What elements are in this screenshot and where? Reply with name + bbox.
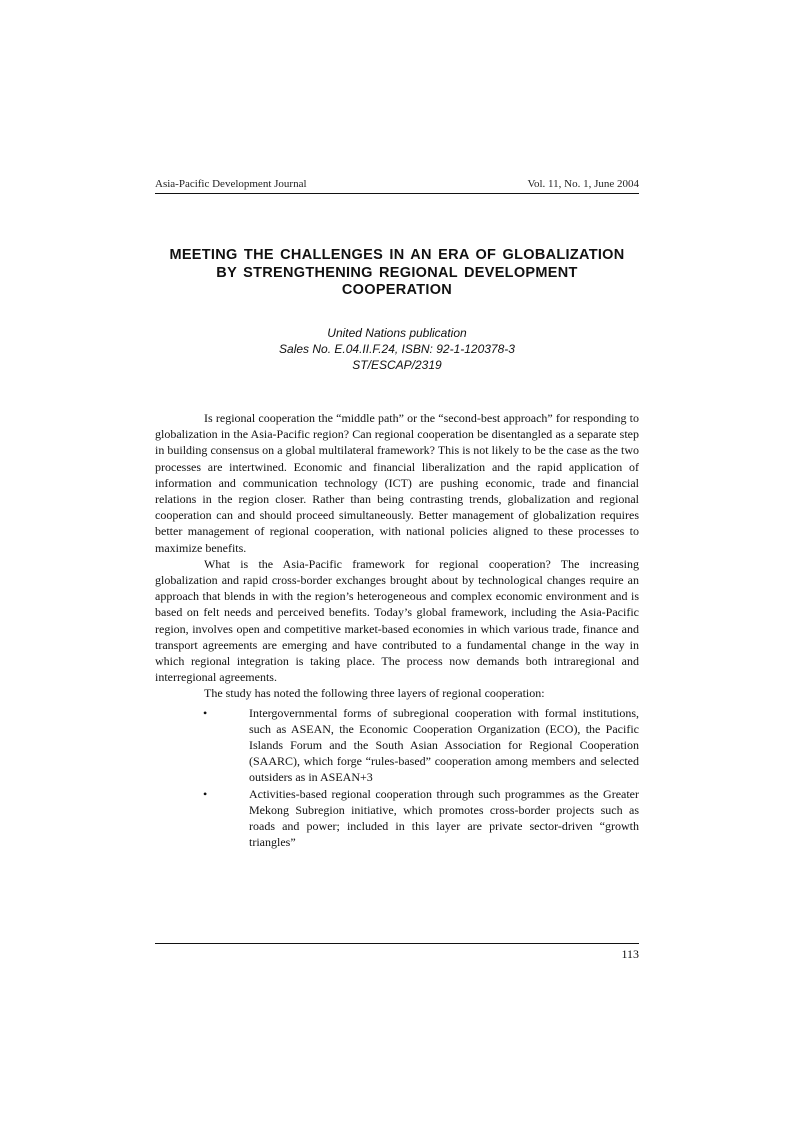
body-text [155, 410, 639, 850]
list-item [155, 705, 639, 786]
running-header [155, 178, 639, 190]
bullet-icon: • [203, 705, 208, 720]
journal-name: Asia-Pacific Development Journal [155, 178, 307, 190]
paragraph: What is the Asia-Pacific framework for regional cooperation? The increasing globalization and rapid cross-border exchanges brought about by technological changes require an approach that blends in with the region’s heterogeneous and complex economic environment and is based on felt needs and perceived benefits. Today’s global framework, including the Asia-Pacific region, involves open and competitive market-based economies in which various trade, finance and transport agreements are emerging and have contributed to a fundamental change in the way in which regional integration is taking place. The process now demands both intraregional and interregional agreements. [155, 556, 639, 685]
list-item-text: Activities-based regional cooperation through such programmes as the Greater Mekong Subregion initiative, which promotes cross-border projects such as roads and power; included in this layer are private sector-driven “growth triangles” [249, 786, 639, 850]
publication-info [155, 325, 639, 373]
list-item [155, 786, 639, 851]
paragraph: The study has noted the following three layers of regional cooperation: [204, 686, 545, 701]
footer-rule [155, 943, 639, 944]
bullet-list [155, 705, 639, 851]
title-line: MEETING THE CHALLENGES IN AN ERA OF GLOBALIZATION [169, 247, 625, 263]
header-rule [155, 193, 639, 194]
title-line: BY STRENGTHENING REGIONAL DEVELOPMENT [216, 264, 578, 281]
document-symbol: ST/ESCAP/2319 [352, 358, 442, 372]
bullet-icon: • [203, 786, 208, 801]
list-item-text: Intergovernmental forms of subregional cooperation with formal institutions, such as ASEAN, the Economic Cooperation Organization (ECO), the Pacific Islands Forum and the South Asian Association for Regional Cooperation (SAARC), which forge “rules-based” cooperation among members and selected outsiders as in ASEAN+3 [249, 705, 639, 785]
volume-info: Vol. 11, No. 1, June 2004 [527, 178, 639, 190]
sales-isbn: Sales No. E.04.II.F.24, ISBN: 92-1-120378-3 [279, 342, 515, 356]
article-title [155, 247, 639, 300]
title-line: COOPERATION [341, 282, 453, 298]
paragraph: Is regional cooperation the “middle path” or the “second-best approach” for responding to globalization in the Asia-Pacific region? Can regional cooperation be disentangled as a separate step in building consensus on a global multilateral framework? This is not likely to be the case as the two processes are intertwined. Economic and financial liberalization and the rapid application of information and communication technology (ICT) are pushing economic, trade and financial relations in the region closer. Rather than being contrasting trends, globalization and regional cooperation can and should proceed simultaneously. Better management of globalization requires better management of regional cooperation, with national policies aligned to these processes to maximize benefits. [155, 411, 639, 555]
publication-source: United Nations publication [327, 326, 467, 340]
page-number: 113 [621, 947, 639, 961]
